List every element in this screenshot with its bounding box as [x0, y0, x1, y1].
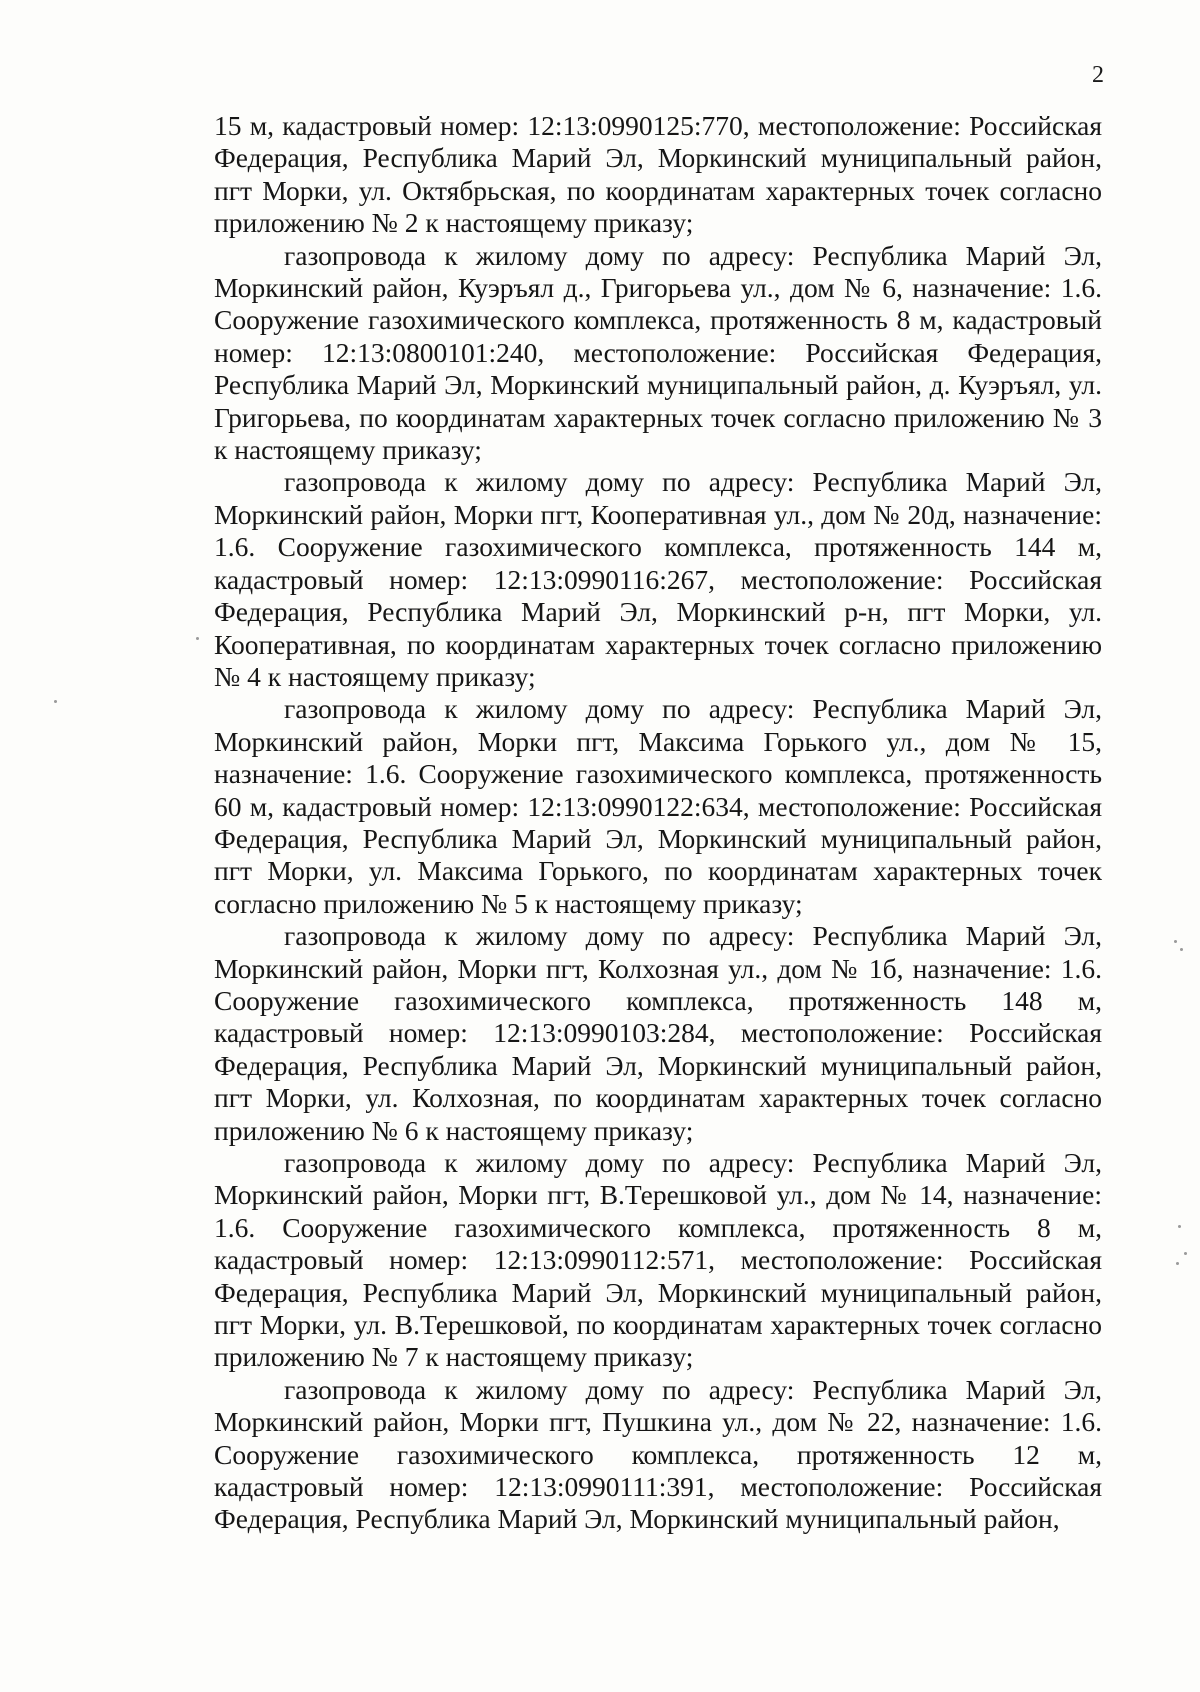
scan-speck: [1184, 1252, 1187, 1255]
document-body: [214, 110, 1102, 1536]
paragraph-gas-pipeline-kolkhoznaya: газопровода к жилому дому по адресу: Республика Марий Эл, Моркинский район, Морки пгт, Колхозная ул., дом № 1б, назначение: 1.6. Сооружение газохимического комплекса, протяженность 148 м, кадастровый номер: 12:13:0990103:284, местоположение: Российская Федерация, Республика Марий Эл, Моркинский муниципальный район, пгт Морки, ул. Колхозная, по координатам характерных точек согласно приложению № 6 к настоящему приказу;: [214, 920, 1102, 1146]
paragraph-gas-pipeline-kooperativnaya: газопровода к жилому дому по адресу: Республика Марий Эл, Моркинский район, Морки пгт, Кооперативная ул., дом № 20д, назначение: 1.6. Сооружение газохимического комплекса, протяженность 144 м, кадастровый номер: 12:13:0990116:267, местоположение: Российская Федерация, Республика Марий Эл, Моркинский р-н, пгт Морки, ул. Кооперативная, по координатам характерных точек согласно приложению № 4 к настоящему приказу;: [214, 466, 1102, 692]
page-number: 2: [1092, 62, 1104, 88]
paragraph-continued: 15 м, кадастровый номер: 12:13:0990125:770, местоположение: Российская Федерация, Республика Марий Эл, Моркинский муниципальный район, пгт Морки, ул. Октябрьская, по координатам характерных точек согласно приложению № 2 к настоящему приказу;: [214, 110, 1102, 239]
scan-speck: [196, 637, 199, 640]
paragraph-gas-pipeline-tereshkovoy: газопровода к жилому дому по адресу: Республика Марий Эл, Моркинский район, Морки пгт, В.Терешковой ул., дом № 14, назначение: 1.6. Сооружение газохимического комплекса, протяженность 8 м, кадастровый номер: 12:13:0990112:571, местоположение: Российская Федерация, Республика Марий Эл, Моркинский муниципальный район, пгт Морки, ул. В.Терешковой, по координатам характерных точек согласно приложению № 7 к настоящему приказу;: [214, 1147, 1102, 1373]
scan-speck: [54, 700, 57, 703]
scan-speck: [1174, 940, 1177, 943]
scan-speck: [1178, 1225, 1181, 1228]
paragraph-gas-pipeline-pushkina: газопровода к жилому дому по адресу: Республика Марий Эл, Моркинский район, Морки пгт, Пушкина ул., дом № 22, назначение: 1.6. Сооружение газохимического комплекса, протяженность 12 м, кадастровый номер: 12:13:0990111:391, местоположение: Российская Федерация, Республика Марий Эл, Моркинский муниципальный район,: [214, 1373, 1102, 1535]
scan-speck: [1180, 948, 1183, 951]
paragraph-gas-pipeline-grigoryeva: газопровода к жилому дому по адресу: Республика Марий Эл, Моркинский район, Куэръял д., Григорьева ул., дом № 6, назначение: 1.6. Сооружение газохимического комплекса, протяженность 8 м, кадастровый номер: 12:13:0800101:240, местоположение: Российская Федерация, Республика Марий Эл, Моркинский муниципальный район, д. Куэръял, ул. Григорьева, по координатам характерных точек согласно приложению № 3 к настоящему приказу;: [214, 239, 1102, 466]
scan-speck: [1176, 1262, 1179, 1265]
paragraph-gas-pipeline-gorkogo: газопровода к жилому дому по адресу: Республика Марий Эл, Моркинский район, Морки пгт, Максима Горького ул., дом № 15, назначение: 1.6. Сооружение газохимического комплекса, протяженность 60 м, кадастровый номер: 12:13:0990122:634, местоположение: Российская Федерация, Республика Марий Эл, Моркинский муниципальный район, пгт Морки, ул. Максима Горького, по координатам характерных точек согласно приложению № 5 к настоящему приказу;: [214, 693, 1102, 919]
